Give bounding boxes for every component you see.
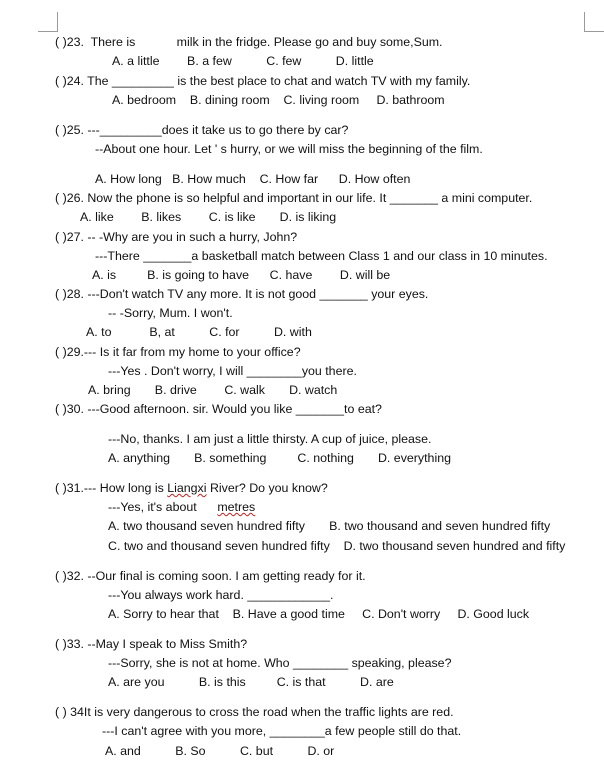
crop-mark-right-horizontal <box>584 31 604 32</box>
q27-dialog: ---There _______a basketball match between Class 1 and our class in 10 minutes. <box>95 249 548 263</box>
q25-dialog: --About one hour. Let ' s hurry, or we will miss the beginning of the film. <box>95 142 483 156</box>
q34-options: A. and B. So C. but D. or <box>105 744 335 758</box>
q29-dialog: ---Yes . Don't worry, I will ________you there. <box>108 364 357 378</box>
q25-stem: ( )25. ---_________does it take us to go there by car? <box>55 123 349 137</box>
q30-stem: ( )30. ---Good afternoon. sir. Would you like _______to eat? <box>55 402 382 416</box>
q32-stem: ( )32. --Our final is coming soon. I am getting ready for it. <box>55 569 366 583</box>
q26-options: A. like B. likes C. is like D. is liking <box>80 210 337 224</box>
q23-options: A. a little B. a few C. few D. little <box>112 54 374 68</box>
q31-stem: ( )31.--- How long is Liangxi River? Do you know? <box>55 481 328 495</box>
q31-unit-word: metres <box>217 500 256 514</box>
q31-dialog: ---Yes, it's about metres <box>108 500 256 514</box>
q31-options-row2: C. two and thousand seven hundred fifty D. two thousand seven hundred and fifty <box>108 539 566 553</box>
q30-options: A. anything B. something C. nothing D. everything <box>108 451 451 465</box>
q34-dialog: ---I can't agree with you more, ________a few people still do that. <box>102 724 462 738</box>
q33-options: A. are you B. is this C. is that D. are <box>108 675 394 689</box>
q24-options: A. bedroom B. dining room C. living room D. bathroom <box>112 93 445 107</box>
q28-dialog: -- -Sorry, Mum. I won't. <box>108 306 233 320</box>
q32-dialog: ---You always work hard. ____________. <box>108 588 334 602</box>
q31-place-name: Liangxi <box>167 481 207 495</box>
q30-dialog: ---No, thanks. I am just a little thirsty. A cup of juice, please. <box>108 432 432 446</box>
q33-dialog: ---Sorry, she is not at home. Who ________ speaking, please? <box>108 656 452 670</box>
q33-stem: ( )33. --May I speak to Miss Smith? <box>55 637 248 651</box>
crop-mark-left-horizontal <box>38 31 58 32</box>
q31-options-row1: A. two thousand seven hundred fifty B. two thousand and seven hundred fifty <box>108 519 551 533</box>
q24-stem: ( )24. The _________ is the best place to chat and watch TV with my family. <box>55 74 471 88</box>
q27-options: A. is B. is going to have C. have D. will be <box>92 268 391 282</box>
q28-stem: ( )28. ---Don't watch TV any more. It is not good _______ your eyes. <box>55 287 429 301</box>
q29-stem: ( )29.--- Is it far from my home to your office? <box>55 345 301 359</box>
q23-stem: ( )23. There is milk in the fridge. Please go and buy some,Sum. <box>55 35 443 49</box>
q32-options: A. Sorry to hear that B. Have a good time C. Don't worry D. Good luck <box>108 607 530 621</box>
crop-mark-right-vertical <box>584 12 585 32</box>
q27-stem: ( )27. -- -Why are you in such a hurry, John? <box>55 230 298 244</box>
q34-stem: ( ) 34It is very dangerous to cross the road when the traffic lights are red. <box>55 705 454 719</box>
q25-options: A. How long B. How much C. How far D. How often <box>95 172 411 186</box>
q26-stem: ( )26. Now the phone is so helpful and important in our life. It _______ a mini computer. <box>55 191 533 205</box>
q28-options: A. to B, at C. for D. with <box>86 325 312 339</box>
q29-options: A. bring B. drive C. walk D. watch <box>88 383 338 397</box>
crop-mark-left-vertical <box>57 12 58 32</box>
